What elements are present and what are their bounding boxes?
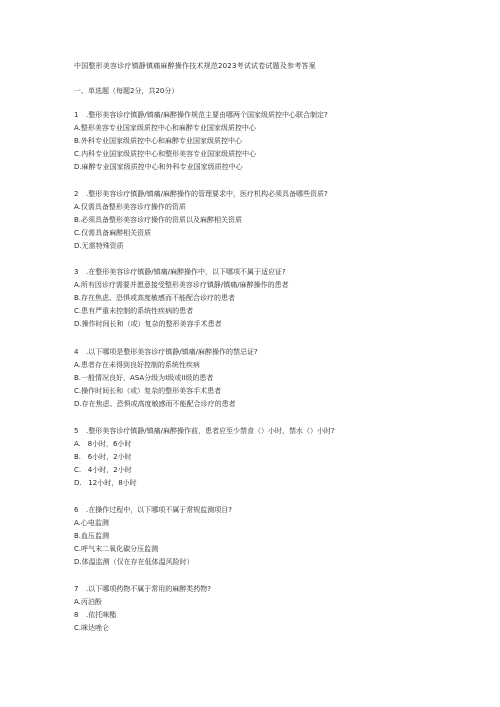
question-number: 1 — [74, 111, 79, 119]
question-text: .在操作过程中，以下哪项不属于常规监测项目? — [86, 506, 232, 514]
answer-option: A.丙泊酚 — [74, 598, 102, 606]
question-block — [74, 188, 484, 253]
question-block — [74, 109, 484, 174]
question-text: .整形美容诊疗镇静/镇痛/麻醉操作前，患者应至少禁食（）小时，禁水（）小时? — [86, 427, 335, 435]
question-block — [74, 583, 484, 609]
question-number: 2 — [74, 190, 79, 198]
answer-option: B. 6小时，2小时 — [74, 453, 132, 461]
answer-option: D.存在焦虑、恐惧或高度敏感而不能配合诊疗的患者 — [74, 400, 236, 408]
question-text: .以下哪项药物不属于常用的麻醉类药物? — [86, 585, 211, 593]
answer-option: A.整形美容专业国家级质控中心和麻醉专业国家级质控中心 — [74, 124, 256, 132]
answer-option: D.操作时间长和（或）复杂的整形美容手术患者 — [74, 320, 222, 328]
answer-option: D.无需特殊资质 — [74, 242, 124, 250]
question-stem — [74, 109, 484, 122]
answer-option: C.仅需具备麻醉相关资质 — [74, 229, 152, 237]
answer-option: D. 12小时，8小时 — [74, 479, 137, 487]
question-text: .以下哪项是整形美容诊疗镇静/镇痛/麻醉操作的禁忌证? — [86, 348, 258, 356]
answer-option: B.必须具备整形美容诊疗操作的资质以及麻醉相关资质 — [74, 216, 243, 224]
question-block — [74, 346, 484, 411]
question-number: 6 — [74, 506, 79, 514]
question-block — [74, 609, 484, 635]
answer-option: C.患有严重未控制的系统性疾病的患者 — [74, 307, 194, 315]
document-title: 中国整形美容诊疗镇静镇痛麻醉操作技术规范2023考试试卷试题及参考答案 — [74, 62, 316, 70]
question-number: 4 — [74, 348, 79, 356]
question-block — [74, 425, 484, 490]
question-text: .整形美容诊疗镇静/镇痛/麻醉操作的管理要求中，医疗机构必须具备哪些资质? — [86, 190, 328, 198]
question-text: .依托咪酯 — [86, 611, 117, 619]
question-stem — [74, 266, 484, 279]
answer-option: A.仅需具备整形美容诊疗操作的资质 — [74, 203, 186, 211]
answer-option: A.患者存在未得到良好控制的系统性疾病 — [74, 361, 200, 369]
question-text: .整形美容诊疗镇静/镇痛/麻醉操作规范主要由哪两个国家级质控中心联合制定? — [86, 111, 328, 119]
question-stem — [74, 583, 484, 596]
question-number: 5 — [74, 427, 79, 435]
question-block — [74, 504, 484, 569]
answer-option: A.所有因诊疗需要并愿意接受整形美容诊疗镇静/镇痛/麻醉操作的患者 — [74, 281, 289, 289]
question-stem — [74, 346, 484, 359]
answer-option: B.存在焦虑、恐惧或高度敏感而不能配合诊疗的患者 — [74, 294, 236, 302]
question-number: 7 — [74, 585, 79, 593]
answer-option: A.心电监测 — [74, 519, 109, 527]
section-heading: 一、单选题（每题2分，共20分） — [74, 87, 179, 95]
question-stem — [74, 425, 484, 438]
answer-option: B.一般情况良好，ASA分级为I级或II级的患者 — [74, 374, 214, 382]
question-stem — [74, 504, 484, 517]
question-stem — [74, 609, 484, 622]
question-stem — [74, 188, 484, 201]
answer-option: C. 4小时，2小时 — [74, 466, 132, 474]
answer-option: C.操作时间长和（或）复杂的整形美容手术患者 — [74, 387, 222, 395]
answer-option: D.体温监测（仅在存在低体温风险时） — [74, 558, 194, 566]
answer-option: C.呼气末二氧化碳分压监测 — [74, 545, 159, 553]
answer-option: B.外科专业国家级质控中心和麻醉专业国家级质控中心 — [74, 137, 243, 145]
question-text: .在整形美容诊疗镇静/镇痛/麻醉操作中，以下哪项不属于适应证? — [86, 268, 286, 276]
question-block — [74, 266, 484, 331]
answer-option: C.内科专业国家级质控中心和整形美容专业国家级质控中心 — [74, 150, 257, 158]
answer-option: B.血压监测 — [74, 532, 110, 540]
answer-option: A. 8小时，6小时 — [74, 440, 132, 448]
question-number: 3 — [74, 268, 79, 276]
answer-option: C.咪达唑仑 — [74, 624, 110, 632]
answer-option: D.麻醉专业国家级质控中心和外科专业国家级质控中心 — [74, 163, 243, 171]
question-number: 8 — [74, 611, 79, 619]
